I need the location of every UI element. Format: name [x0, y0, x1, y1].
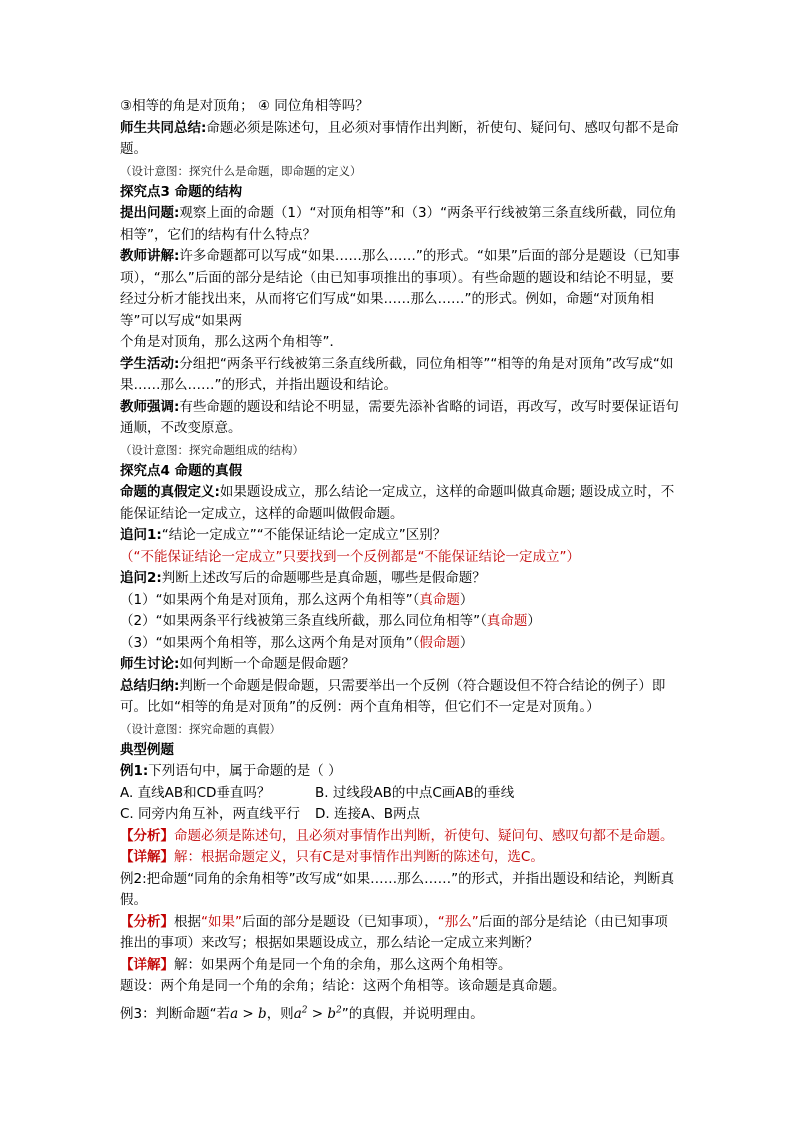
conclusion-label: 总结归纳:	[120, 677, 180, 694]
solution-text: 解：如果两个角是同一个角的余角，那么这两个角相等。	[174, 956, 512, 973]
follow-up-question-1	[120, 525, 680, 547]
judgement-item	[120, 611, 680, 633]
solution-bracket: 【详解】	[120, 849, 174, 865]
analysis-text: 根据	[174, 913, 201, 930]
design-intent-note: （设计意图：探究命题的真假）	[120, 721, 281, 736]
analysis-bracket: 【分析】	[120, 827, 174, 844]
follow-up-label: 追问2:	[120, 570, 162, 586]
follow-up-text: 判断上述改写后的命题哪些是真命题，哪些是假命题？	[161, 570, 486, 586]
solution	[120, 847, 680, 869]
example-text: 例3：判断命题“若	[120, 1005, 231, 1022]
example-text: ，则	[266, 1005, 294, 1022]
example-3-question	[120, 1004, 680, 1026]
judgement-item	[120, 633, 680, 655]
section-heading: 探究点4 命题的真假	[120, 462, 243, 479]
teacher-explanation-label: 教师讲解:	[120, 248, 180, 264]
question-paragraph	[120, 203, 680, 246]
math-exponent: 2	[301, 1005, 308, 1015]
discussion-text: 如何判断一个命题是假命题？	[179, 656, 355, 672]
summary-label: 师生共同总结:	[120, 119, 207, 136]
summary-paragraph	[120, 118, 680, 161]
truth-definition-label: 命题的真假定义:	[120, 484, 220, 500]
example-text: ”的真假，并说明理由。	[341, 1005, 484, 1022]
document-body	[120, 96, 680, 1025]
student-activity-text: 分组把“两条平行线被第三条直线所截，同位角相等”“相等的角是对顶角”改写成“如果……那么……”的形式，并指出题设和结论。	[120, 355, 674, 393]
student-activity	[120, 354, 680, 397]
example-2-question: 例2:把命题“同角的余角相等”改写成“如果……那么……”的形式，并指出题设和结论，判断真假。	[120, 870, 675, 908]
judgement-answer: 真命题	[419, 591, 460, 608]
section-heading: 典型例题	[120, 741, 174, 758]
conclusion-text: 判断一个命题是假命题，只需要举出一个反例（符合题设但不符合结论的例子）即可。比如“相等的角是对顶角”的反例：两个直角相等，但它们不一定是对顶角。）	[120, 677, 666, 715]
keyword-if: “如果”	[201, 913, 242, 930]
option-d: D. 连接A、B两点	[315, 806, 420, 822]
keyword-then: “那么”	[437, 913, 479, 930]
solution-text: 解：根据命题定义，只有C是对事情作出判断的陈述句，选C。	[174, 849, 544, 865]
judgement-text: （2）“如果两条平行线被第三条直线所截，那么同位角相等”（	[120, 613, 487, 629]
math-var: a	[293, 1005, 302, 1022]
teacher-emphasis	[120, 397, 680, 440]
solution	[120, 955, 680, 977]
truth-definition	[120, 482, 680, 525]
judgement-answer: 假命题	[419, 634, 460, 651]
section-heading: 探究点3 命题的结构	[120, 183, 243, 200]
example-label: 例1:	[120, 763, 149, 779]
option-a: A. 直线AB和CD垂直吗？	[120, 784, 271, 801]
summary-text: 命题必须是陈述句，且必须对事情作出判断，祈使句、疑问句、感叹句都不是命题。	[120, 119, 679, 157]
judgement-text: （3）“如果两个角相等，那么这两个角是对顶角”（	[120, 634, 420, 651]
follow-up-text: “结论一定成立”“不能保证结论一定成立”区别？	[161, 527, 447, 543]
judgement-close: ）	[459, 634, 474, 651]
truth-definition-text: 如果题设成立，那么结论一定成立，这样的命题叫做真命题; 题设成立时，不能保证结论一定成立，这样的命题叫做假命题。	[120, 484, 675, 522]
conclusion	[120, 676, 680, 719]
teacher-explanation	[120, 246, 680, 332]
math-var: > b	[307, 1005, 337, 1022]
teacher-explanation-text: 许多命题都可以写成“如果……那么……”的形式。“如果”后面的部分是题设（已知事项），“那么”后面的部分是结论（由已知事项推出的事项）。有些命题的题设和结论不明显，要经过分析才能找出来，从而将它们写成“如果……那么……”的形式。例如，命题“对顶角相等”可以写成“如果两	[120, 248, 680, 329]
design-intent-note: （设计意图：探究命题组成的结构）	[120, 442, 304, 457]
student-activity-label: 学生活动:	[120, 355, 180, 372]
question-label: 提出问题:	[120, 205, 180, 221]
judgement-item	[120, 590, 680, 612]
question-text: 观察上面的命题（1）“对顶角相等”和（3）“两条平行线被第三条直线所截，同位角相等”，它们的结构有什么特点？	[120, 205, 677, 243]
analysis-text: 命题必须是陈述句，且必须对事情作出判断，祈使句、疑问句、感叹句都不是命题。	[174, 827, 674, 844]
math-inequality: a > b	[230, 1005, 267, 1022]
analysis-bracket: 【分析】	[120, 913, 174, 930]
follow-up-answer: （“不能保证结论一定成立”只要找到一个反例都是“不能保证结论一定成立”）	[120, 548, 580, 565]
analysis-text: 后面的部分是结论（由已知事项推出的事项）来改写；根据如果题设成立，那么结论一定成立来判断？	[120, 913, 668, 951]
teacher-emphasis-label: 教师强调:	[120, 398, 180, 415]
text-line: ③相等的角是对顶角； ④ 同位角相等吗？	[120, 98, 369, 114]
analysis	[120, 912, 680, 955]
option-b: B. 过线段AB的中点C画AB的垂线	[315, 784, 515, 801]
analysis-text: 后面的部分是题设（已知事项），	[242, 913, 438, 930]
example-text: 下列语句中，属于命题的是（ ）	[148, 763, 342, 779]
design-intent-note: （设计意图：探究什么是命题，即命题的定义）	[120, 163, 362, 178]
judgement-close: ）	[459, 591, 474, 608]
discussion	[120, 654, 680, 676]
options-row	[120, 804, 680, 826]
judgement-close: ）	[527, 613, 541, 629]
judgement-answer: 真命题	[486, 613, 528, 629]
judgement-text: （1）“如果两个角是对顶角，那么这两个角相等”（	[120, 591, 420, 608]
solution-bracket: 【详解】	[120, 956, 174, 973]
analysis	[120, 826, 680, 848]
options-row	[120, 783, 680, 805]
discussion-label: 师生讨论:	[120, 656, 180, 672]
example-1-question	[120, 761, 680, 783]
follow-up-question-2	[120, 568, 680, 590]
hypothesis-conclusion: 题设：两个角是同一个角的余角；结论：这两个角相等。该命题是真命题。	[120, 978, 566, 994]
follow-up-label: 追问1:	[120, 527, 162, 543]
teacher-explanation-tail: 个角是对顶角，那么这两个角相等”．	[120, 334, 343, 350]
teacher-emphasis-text: 有些命题的题设和结论不明显，需要先添补省略的词语，再改写，改写时要保证语句通顺，不改变原意。	[120, 398, 679, 436]
option-c: C. 同旁内角互补，两直线平行	[120, 806, 301, 822]
math-exponent: 2	[336, 1005, 342, 1015]
math-a-squared	[294, 1006, 342, 1022]
